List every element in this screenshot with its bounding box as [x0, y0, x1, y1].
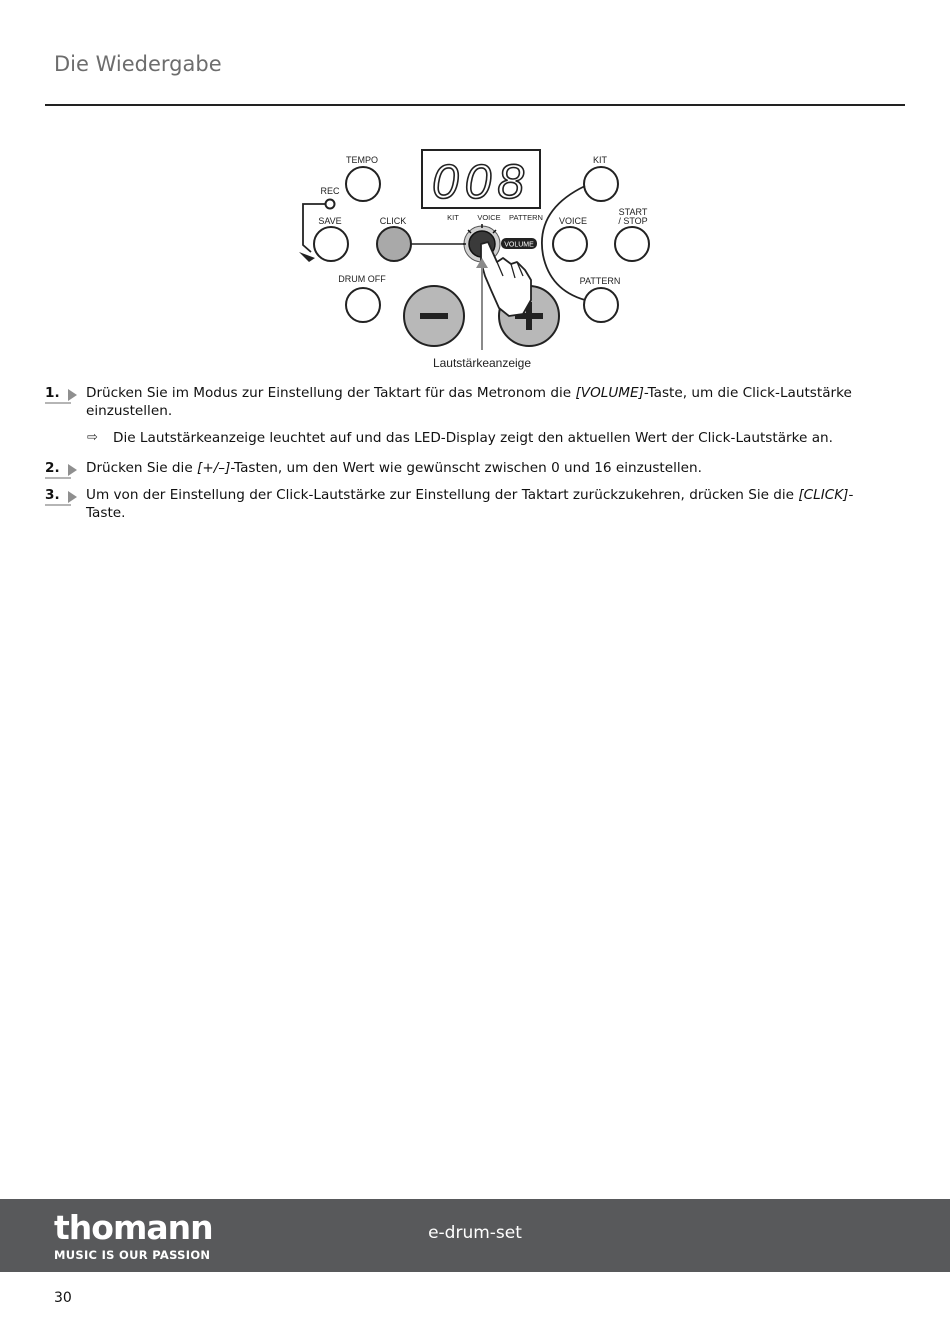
result-arrow-icon: ⇨ — [87, 430, 98, 445]
step-arrow-icon — [68, 464, 77, 476]
click-button — [377, 227, 411, 261]
step-number: 1. — [45, 385, 60, 401]
pattern-button — [584, 288, 618, 322]
result-text: Die Lautstärkeanzeige leuchtet auf und das LED-Display zeigt den aktuellen Wert der Click-Lautstärke an. — [113, 430, 833, 446]
pattern-label: PATTERN — [579, 276, 621, 286]
header-divider — [45, 104, 905, 106]
page-header-title: Die Wiedergabe — [54, 52, 222, 76]
result-item — [45, 429, 885, 447]
tempo-button — [346, 167, 380, 201]
kit-button — [584, 167, 618, 201]
step-item — [45, 459, 885, 477]
step-text: Drücken Sie die — [86, 460, 198, 476]
click-label: CLICK — [379, 216, 407, 226]
step-number: 2. — [45, 460, 60, 476]
step-underline — [45, 504, 71, 506]
voice-led-label: VOICE — [477, 213, 501, 222]
voice-button — [553, 227, 587, 261]
step-underline — [45, 402, 71, 404]
brand-tagline: MUSIC IS OUR PASSION — [54, 1248, 211, 1262]
drum-off-button — [346, 288, 380, 322]
step-key: [+/–] — [197, 460, 231, 476]
step-number-badge — [45, 384, 79, 402]
step-number-badge — [45, 459, 79, 477]
start-stop-label-line2: / STOP — [618, 216, 648, 226]
step-text: Um von der Einstellung der Click-Lautstärke zur Einstellung der Taktart zurückzukehren, drücken Sie die — [86, 487, 799, 503]
step-number-badge — [45, 486, 79, 504]
step-item — [45, 486, 885, 522]
rec-led — [326, 200, 335, 209]
start-stop-button — [615, 227, 649, 261]
step-number: 3. — [45, 487, 60, 503]
led-display-value: 008 — [431, 156, 531, 209]
pointing-hand-icon — [481, 242, 531, 316]
step-arrow-icon — [68, 389, 77, 401]
tempo-label: TEMPO — [345, 155, 379, 165]
step-key: [CLICK] — [798, 487, 849, 503]
control-panel-diagram — [285, 140, 665, 375]
diagram-caption: Lautstärkeanzeige — [432, 356, 532, 370]
step-arrow-icon — [68, 491, 77, 503]
step-item — [45, 384, 885, 420]
minus-icon — [420, 313, 448, 319]
save-arrow-icon — [299, 252, 315, 262]
instruction-list — [45, 384, 885, 531]
step-text: Drücken Sie im Modus zur Einstellung der Taktart für das Metronom die — [86, 385, 576, 401]
start-stop-label-line1: START — [618, 207, 648, 217]
step-underline — [45, 477, 71, 479]
step-key: [VOLUME] — [575, 385, 644, 401]
save-button — [314, 227, 348, 261]
rec-label: REC — [320, 186, 340, 196]
pattern-led-label: PATTERN — [509, 213, 543, 222]
step-text-after: -Tasten, um den Wert wie gewünscht zwischen 0 und 16 einzustellen. — [230, 460, 702, 476]
volume-tag-label: VOLUME — [504, 241, 534, 249]
footer-product-name: e-drum-set — [428, 1223, 522, 1243]
kit-led-label: KIT — [447, 213, 459, 222]
save-label: SAVE — [318, 216, 342, 226]
kit-label: KIT — [592, 155, 608, 165]
drum-off-label: DRUM OFF — [338, 274, 386, 284]
step-text-after: -Taste, um die Click-Lautstärke einzustellen. — [86, 385, 852, 419]
voice-label: VOICE — [558, 216, 588, 226]
step-text-after: -Taste. — [86, 487, 854, 521]
page-number: 30 — [54, 1290, 72, 1306]
brand-wordmark: thomann — [54, 1208, 213, 1247]
